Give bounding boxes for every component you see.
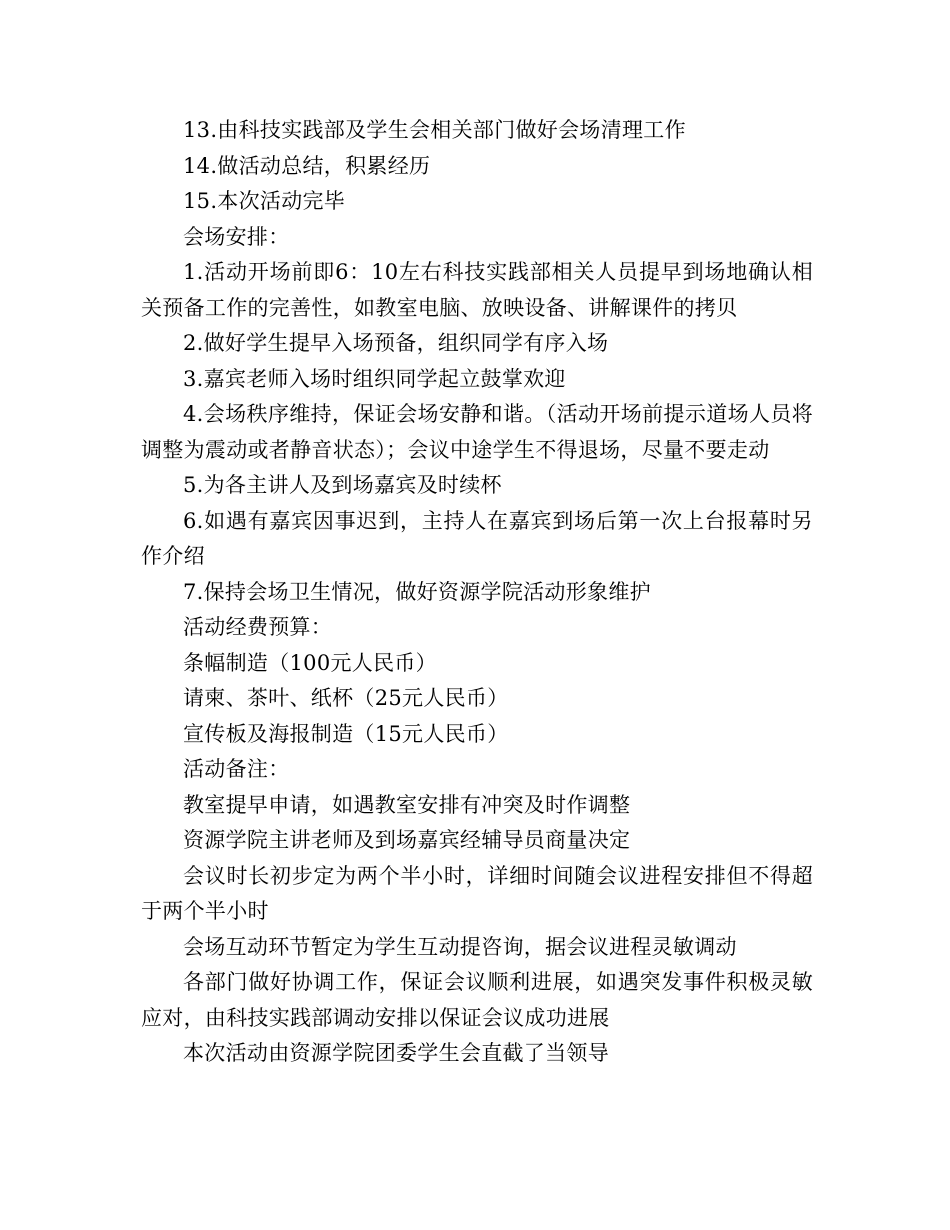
- paragraph-venue-item-6: 6.如遇有嘉宾因事迟到，主持人在嘉宾到场后第一次上台报幕时另作介绍: [141, 508, 813, 568]
- paragraph-budget-supplies: 请柬、茶叶、纸杯（25元人民币）: [183, 686, 509, 710]
- heading-venue-arrangement: 会场安排：: [183, 224, 290, 249]
- paragraph-venue-item-1: 1.活动开场前即6：10左右科技实践部相关人员提早到场地确认相关预备工作的完善性，如教室电脑、放映设备、讲解课件的拷贝: [141, 260, 813, 320]
- paragraph-note-coordination: 各部门做好协调工作，保证会议顺利进展，如遇突发事件积极灵敏应对，由科技实践部调动安排以保证会议成功进展: [141, 970, 813, 1030]
- paragraph-note-leadership: 本次活动由资源学院团委学生会直截了当领导: [183, 1041, 609, 1065]
- paragraph-budget-banner: 条幅制造（100元人民币）: [183, 650, 437, 675]
- heading-budget: 活动经费预算：: [183, 615, 333, 639]
- paragraph-cleanup: 13.由科技实践部及学生会相关部门做好会场清理工作: [183, 118, 686, 142]
- paragraph-note-interaction: 会场互动环节暂定为学生互动提咨询，据会议进程灵敏调动: [183, 934, 737, 959]
- paragraph-venue-item-7: 7.保持会场卫生情况，做好资源学院活动形象维护: [183, 579, 651, 604]
- heading-notes: 活动备注：: [183, 757, 290, 781]
- paragraph-venue-item-3: 3.嘉宾老师入场时组织同学起立鼓掌欢迎: [183, 366, 566, 391]
- document-body: [141, 113, 813, 1072]
- paragraph-finish: 15.本次活动完毕: [183, 189, 346, 213]
- paragraph-venue-item-2: 2.做好学生提早入场预备，组织同学有序入场: [183, 331, 609, 355]
- paragraph-note-speakers: 资源学院主讲老师及到场嘉宾经辅导员商量决定: [183, 828, 631, 852]
- paragraph-summary: 14.做活动总结，积累经历: [183, 153, 431, 178]
- paragraph-venue-item-5: 5.为各主讲人及到场嘉宾及时续杯: [183, 473, 502, 497]
- paragraph-budget-posters: 宣传板及海报制造（15元人民币）: [183, 721, 509, 746]
- paragraph-note-classroom: 教室提早申请，如遇教室安排有冲突及时作调整: [183, 792, 631, 817]
- paragraph-venue-item-4: 4.会场秩序维持，保证会场安静和谐。（活动开场前提示道场人员将调整为震动或者静音状态）；会议中途学生不得退场，尽量不要走动: [141, 402, 813, 462]
- paragraph-note-duration: 会议时长初步定为两个半小时，详细时间随会议进程安排但不得超于两个半小时: [141, 863, 813, 923]
